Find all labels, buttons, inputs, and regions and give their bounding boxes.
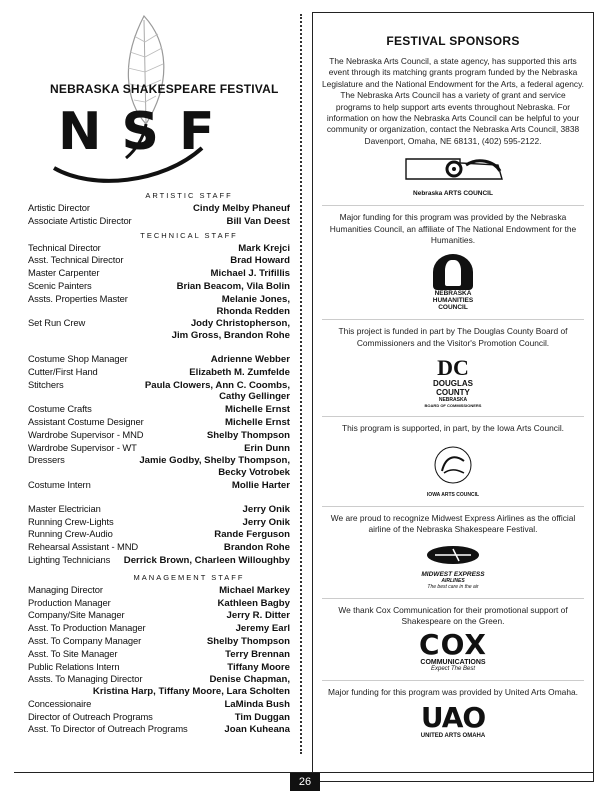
staff-name: Michael J. Trifillis	[210, 268, 290, 280]
humanities-label-1: NEBRASKA	[434, 290, 472, 298]
staff-role: Assistant Costume Designer	[28, 415, 144, 427]
dc-monogram-icon: DC	[437, 355, 469, 381]
staff-row	[28, 267, 290, 280]
staff-name: Jody Christopherson,	[190, 318, 290, 330]
staff-role: Asst. To Company Manager	[28, 634, 142, 646]
staff-row	[28, 528, 290, 541]
staff-row	[28, 467, 290, 479]
staff-name: Elizabeth M. Zumfelde	[189, 366, 290, 378]
staff-row	[28, 723, 290, 736]
douglas-logo	[413, 357, 493, 408]
staff-row	[28, 686, 290, 698]
staff-row	[28, 202, 290, 215]
staff-role: Dressers	[28, 454, 65, 466]
iowa-logo	[423, 443, 483, 498]
staff-row	[28, 454, 290, 467]
costume-staff-list	[28, 353, 290, 492]
staff-role: Production Manager	[28, 596, 111, 608]
staff-row	[28, 584, 290, 597]
staff-row	[28, 429, 290, 442]
lighting-staff-list	[28, 503, 290, 567]
staff-name: Kathleen Bagby	[217, 597, 290, 609]
cox-wordmark: COX	[419, 628, 487, 662]
staff-name: Jamie Godby, Shelby Thompson,	[139, 455, 290, 467]
staff-name: Mark Krejci	[238, 242, 290, 254]
humanities-paragraph: Major funding for this program was provided by the Nebraska Humanities Council, an affiliate of The National Endowment for the Humanities.	[329, 212, 577, 246]
staff-row	[28, 306, 290, 318]
midwest-paragraph: We are proud to recognize Midwest Express Airlines as the official airline of the Nebraska Shakespeare Festival.	[330, 512, 576, 535]
staff-role: Stitchers	[28, 378, 64, 390]
technical-staff-heading: TECHNICAL STAFF	[140, 230, 238, 240]
artistic-staff-heading: ARTISTIC STAFF	[145, 191, 233, 200]
humanities-label-2: HUMANITIES	[432, 297, 474, 305]
staff-name: Shelby Thompson	[206, 429, 290, 441]
staff-name: Adrienne Webber	[210, 353, 290, 365]
staff-role: Artistic Director	[28, 202, 90, 213]
staff-role: Costume Crafts	[28, 403, 92, 415]
staff-name: Rhonda Redden	[216, 305, 290, 317]
staff-name: Jerry Onik	[242, 503, 290, 515]
staff-row	[28, 635, 290, 648]
staff-row	[28, 442, 290, 455]
staff-name: Terry Brennan	[225, 648, 290, 660]
staff-row	[28, 661, 290, 674]
midwest-logo	[408, 544, 498, 590]
staff-role: Running Crew-Audio	[28, 528, 113, 540]
staff-name: Derrick Brown, Charleen Willoughby	[123, 554, 290, 566]
uao-paragraph: Major funding for this program was provided by United Arts Omaha.	[328, 687, 578, 698]
cox-paragraph: We thank Cox Communication for their promotional support of Shakespeare on the Green.	[338, 604, 568, 626]
staff-row	[28, 215, 290, 228]
staff-name: LaMinda Bush	[224, 698, 290, 710]
cox-label-3: Expect The Best	[430, 666, 476, 673]
staff-row	[28, 554, 290, 567]
staff-role: Wardrobe Supervisor - MND	[28, 428, 144, 440]
humanities-logo	[423, 254, 483, 311]
cox-logo	[408, 628, 498, 673]
staff-name: Brian Beacom, Vila Bolin	[176, 280, 290, 292]
staff-row	[28, 597, 290, 610]
festival-name: NEBRASKA SHAKESPEARE FESTIVAL	[50, 82, 279, 96]
staff-name: Cindy Melby Phaneuf	[192, 203, 290, 214]
douglas-label-4: BOARD OF COMMISSIONERS	[424, 403, 482, 409]
staff-name: Brandon Rohe	[223, 542, 290, 554]
staff-row	[28, 698, 290, 711]
swoop-icon	[52, 138, 252, 188]
staff-row	[28, 609, 290, 622]
staff-name: Michelle Ernst	[224, 416, 290, 428]
technical-staff-list	[28, 242, 290, 342]
staff-row	[28, 673, 290, 686]
staff-row	[28, 541, 290, 554]
nac-label: Nebraska ARTS COUNCIL	[413, 190, 493, 198]
staff-role: Set Run Crew	[28, 317, 86, 329]
staff-role: Technical Director	[28, 241, 101, 253]
staff-row	[28, 516, 290, 529]
staff-row	[28, 479, 290, 492]
plane-icon	[423, 544, 483, 566]
midwest-label-3: The best care in the air	[427, 583, 479, 590]
staff-role: Asst. To Site Manager	[28, 647, 118, 659]
staff-role: Running Crew-Lights	[28, 515, 114, 527]
staff-row	[28, 622, 290, 635]
staff-role: Wardrobe Supervisor - WT	[28, 441, 137, 453]
uao-logo	[403, 700, 503, 739]
column-divider	[300, 14, 302, 754]
staff-role: Managing Director	[28, 583, 103, 595]
staff-name: Tim Duggan	[234, 711, 290, 723]
cox-label-2: COMMUNICATIONS	[420, 659, 486, 667]
staff-row	[28, 403, 290, 416]
douglas-label-3: NEBRASKA	[438, 397, 468, 404]
staff-row	[28, 711, 290, 724]
management-staff-heading: MANAGEMENT STAFF	[133, 572, 245, 582]
staff-row	[28, 353, 290, 366]
staff-name: Michael Markey	[219, 584, 290, 596]
douglas-paragraph: This project is funded in part by The Douglas County Board of Commissioners and the Visitor's Promotion Council.	[338, 326, 568, 348]
staff-role: Company/Site Manager	[28, 609, 125, 621]
staff-role: Master Electrician	[28, 502, 101, 514]
staff-name: Rande Ferguson	[214, 529, 290, 541]
midwest-label-2: AIRLINES	[441, 577, 465, 584]
staff-name: Jeremy Earl	[235, 623, 290, 635]
staff-name: Cathy Gellinger	[219, 391, 290, 403]
staff-row	[28, 330, 290, 342]
humanities-emblem-icon	[433, 254, 473, 290]
management-staff-list	[28, 584, 290, 737]
staff-name: Shelby Thompson	[206, 635, 290, 647]
staff-role: Associate Artistic Director	[28, 214, 132, 226]
staff-name: Tiffany Moore	[227, 661, 290, 673]
staff-name: Paula Clowers, Ann C. Coombs,	[144, 379, 290, 391]
staff-row	[28, 503, 290, 516]
staff-role: Asst. To Director of Outreach Programs	[28, 723, 188, 735]
staff-row	[28, 379, 290, 392]
staff-row	[28, 242, 290, 255]
staff-role: Costume Shop Manager	[28, 352, 128, 364]
iowa-paragraph: This program is supported, in part, by the Iowa Arts Council.	[341, 423, 565, 434]
staff-name: Melanie Jones,	[221, 293, 290, 305]
iowa-label: IOWA ARTS COUNCIL	[426, 491, 480, 498]
staff-row	[28, 317, 290, 330]
staff-role: Master Carpenter	[28, 267, 100, 279]
douglas-label-2: COUNTY	[436, 388, 470, 398]
staff-role: Scenic Painters	[28, 279, 92, 291]
staff-name: Mollie Harter	[231, 479, 290, 491]
festival-logo	[28, 12, 290, 188]
staff-name: Jerry R. Ditter	[226, 610, 290, 622]
staff-role: Costume Intern	[28, 478, 91, 490]
uao-label-2: UNITED ARTS OMAHA	[420, 732, 486, 739]
iowa-arts-seal-icon	[426, 443, 480, 487]
staff-name: Brad Howard	[230, 255, 290, 267]
festival-monogram: NSF	[58, 102, 235, 162]
staff-name: Becky Votrobek	[218, 467, 290, 479]
staff-role: Public Relations Intern	[28, 660, 120, 672]
staff-name: Erin Dunn	[244, 442, 290, 454]
staff-role: Rehearsal Assistant - MND	[28, 541, 139, 553]
staff-name: Michelle Ernst	[224, 404, 290, 416]
staff-role: Director of Outreach Programs	[28, 710, 153, 722]
nac-paragraph: The Nebraska Arts Council, a state agency, has supported this arts event through its matching grants program funded by the Nebraska Legislature and the National Endowment for the Arts, a federal agency. The Nebraska Arts Council has a variety of grant and service programs to help support arts events throughout Nebraska. For information on how the Nebraska Arts Council can be helpful to your community or organization, contact the Nebraska Arts Council, 3838 Davenport, Omaha, NE 68131, (402) 595-2122.	[322, 56, 584, 146]
page-number: 26	[290, 773, 320, 791]
staff-row	[28, 254, 290, 267]
midwest-label-1: MIDWEST EXPRESS	[421, 570, 485, 578]
sponsors-title: FESTIVAL SPONSORS	[386, 34, 520, 48]
staff-row	[28, 416, 290, 429]
nac-logo	[393, 155, 513, 197]
staff-row	[28, 648, 290, 661]
staff-name: Jerry Onik	[242, 516, 290, 528]
staff-role: Asst. To Production Manager	[28, 622, 146, 634]
staff-role: Lighting Technicians	[28, 553, 111, 565]
staff-column	[28, 12, 290, 736]
staff-role: Asst. Technical Director	[28, 254, 124, 266]
staff-role: Assts. Properties Master	[28, 292, 128, 304]
uao-wordmark: UAO	[420, 700, 486, 734]
artistic-staff-list	[28, 202, 290, 228]
staff-name: Bill Van Deest	[226, 215, 290, 227]
staff-name: Denise Chapman,	[209, 674, 290, 686]
staff-name: Kristina Harp, Tiffany Moore, Lara Scholten	[92, 686, 290, 698]
staff-role: Assts. To Managing Director	[28, 673, 143, 685]
staff-role: Cutter/First Hand	[28, 365, 98, 377]
humanities-label-3: COUNCIL	[438, 304, 468, 312]
nebraska-map-icon	[398, 155, 508, 185]
staff-name: Jim Gross, Brandon Rohe	[171, 330, 290, 342]
staff-row	[28, 366, 290, 379]
staff-row	[28, 293, 290, 306]
douglas-label-1: DOUGLAS	[433, 379, 473, 389]
staff-row	[28, 280, 290, 293]
staff-role: Concessionaire	[28, 697, 92, 709]
staff-row	[28, 391, 290, 403]
staff-name: Joan Kuheana	[224, 724, 290, 736]
